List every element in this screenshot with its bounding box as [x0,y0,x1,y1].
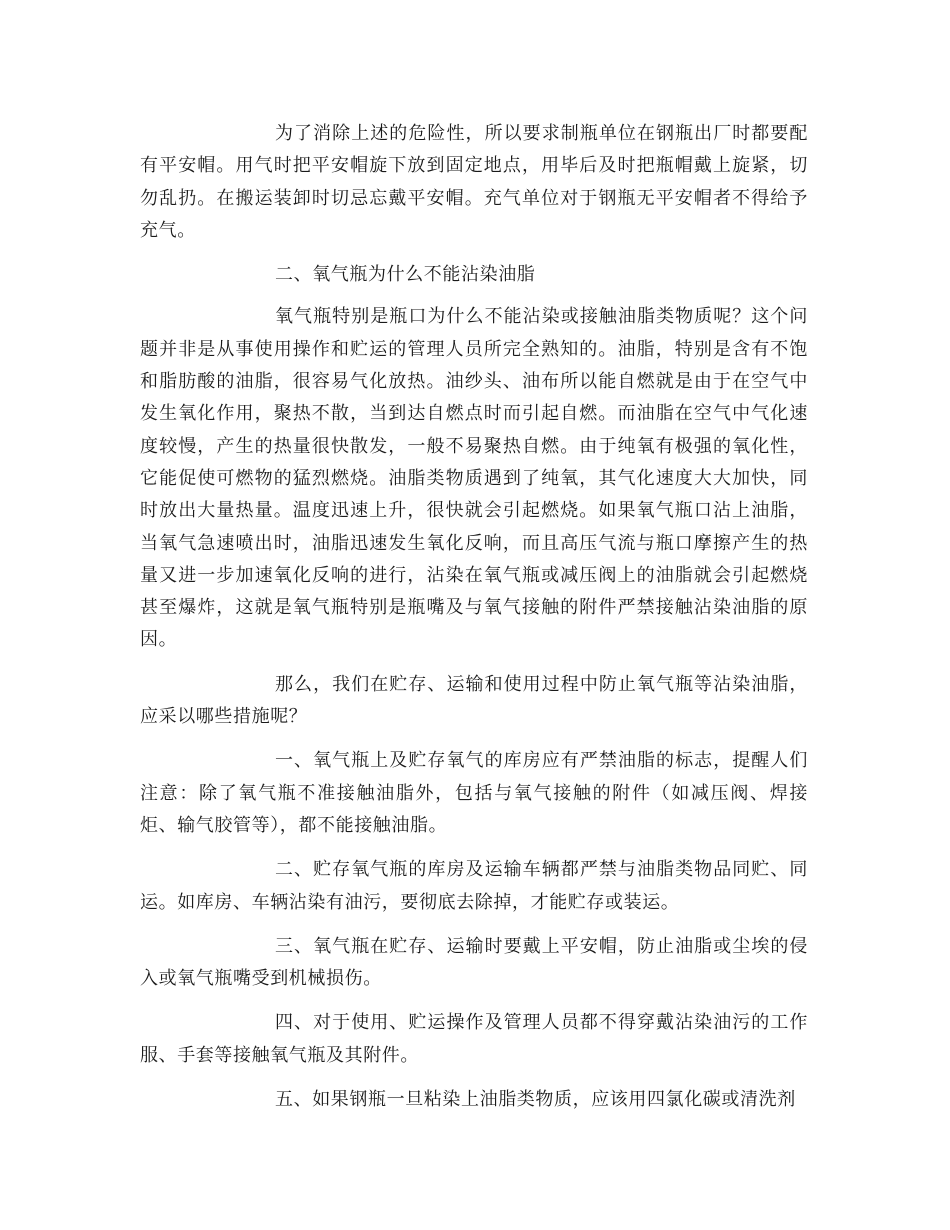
list-item-measure-3: 三、氧气瓶在贮存、运输时要戴上平安帽，防止油脂或尘埃的侵入或氧气瓶嘴受到机械损伤。 [140,935,808,990]
list-item-measure-2: 二、贮存氧气瓶的库房及运输车辆都严禁与油脂类物品同贮、同运。如库房、车辆沾染有油污，要彻底去除掉，才能贮存或装运。 [140,859,808,913]
list-item-measure-5: 五、如果钢瓶一旦粘染上油脂类物质，应该用四氯化碳或清洗剂 [275,1089,796,1111]
document-page [140,118,808,1128]
section-heading-oil: 二、氧气瓶为什么不能沾染油脂 [275,264,536,286]
list-item-measure-1: 一、氧气瓶上及贮存氧气的库房应有严禁油脂的标志，提醒人们注意：除了氧气瓶不准接触油脂外，包括与氧气接触的附件（如减压阀、焊接炬、输气胶管等），都不能接触油脂。 [140,750,808,836]
list-item-measure-4: 四、对于使用、贮运操作及管理人员都不得穿戴沾染油污的工作服、手套等接触氧气瓶及其附件。 [140,1012,808,1066]
paragraph-measures-question: 那么，我们在贮存、运输和使用过程中防止氧气瓶等沾染油脂，应采以哪些措施呢？ [140,673,808,728]
paragraph-oil-explanation: 氧气瓶特别是瓶口为什么不能沾染或接触油脂类物质呢？这个问题并非是从事使用操作和贮运的管理人员所完全熟知的。油脂，特别是含有不饱和脂肪酸的油脂，很容易气化放热。油纱头、油布所以能自燃就是由于在空气中发生氧化作用，聚热不散，当到达自燃点时而引起自燃。而油脂在空气中气化速度较慢，产生的热量很快散发，一般不易聚热自燃。由于纯氧有极强的氧化性，它能促使可燃物的猛烈燃烧。油脂类物质遇到了纯氧，其气化速度大大加快，同时放出大量热量。温度迅速上升，很快就会引起燃烧。如果氧气瓶口沾上油脂，当氧气急速喷出时，油脂迅速发生氧化反响，而且高压气流与瓶口摩擦产生的热量又进一步加速氧化反响的进行，沾染在氧气瓶或减压阀上的油脂就会引起燃烧甚至爆炸，这就是氧气瓶特别是瓶嘴及与氧气接触的附件严禁接触沾染油脂的原因。 [140,306,808,651]
paragraph-safety-cap: 为了消除上述的危险性，所以要求制瓶单位在钢瓶出厂时都要配有平安帽。用气时把平安帽旋下放到固定地点，用毕后及时把瓶帽戴上旋紧，切勿乱扔。在搬运装卸时切忌忘戴平安帽。充气单位对于钢瓶无平安帽者不得给予充气。 [140,123,808,241]
